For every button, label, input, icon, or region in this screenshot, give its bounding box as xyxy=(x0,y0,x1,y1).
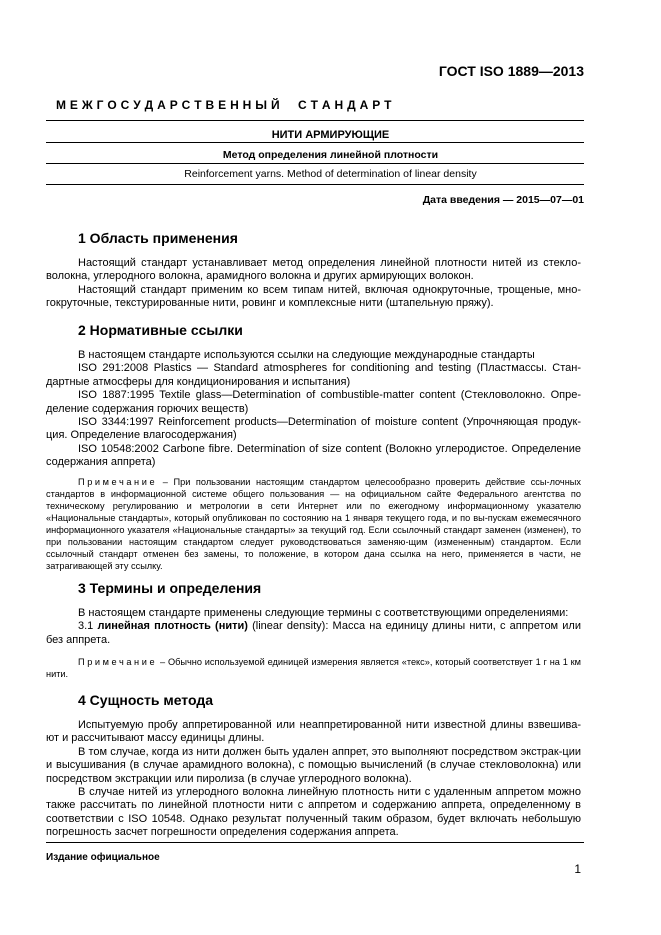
document-title: НИТИ АРМИРУЮЩИЕ xyxy=(271,129,390,141)
document-subtitle: Метод определения линейной плотности xyxy=(222,149,439,161)
page-number: 1 xyxy=(574,862,581,876)
introduction-date: Дата введения — 2015—07—01 xyxy=(422,194,584,206)
edition-label: Издание официальное xyxy=(46,852,160,863)
section-1-heading: 1 Область применения xyxy=(78,230,238,246)
reference-item: ISO 291:2008 Plastics — Standard atmospheres for conditioning and testing (Пластмассы. Стан-дартные атмосферы для кондиционирования и испытания) xyxy=(46,362,581,388)
title-divider xyxy=(46,142,584,143)
paragraph: Испытуемую пробу аппретированной или неаппретированной нити известной длины взвешива-ют и рассчитывают массу единицы длины. xyxy=(46,719,581,745)
document-english-title: Reinforcement yarns. Method of determination of linear density xyxy=(184,168,477,180)
section-2-body xyxy=(46,349,581,470)
note-label: Примечание xyxy=(78,477,158,487)
section-3-body xyxy=(46,607,581,647)
section-4-body xyxy=(46,719,581,840)
subtitle-divider xyxy=(46,163,584,164)
reference-item: ISO 1887:1995 Textile glass—Determination of combustible-matter content (Стекловолокно. Опре-деление содержания горючих веществ) xyxy=(46,389,581,415)
section-2-note xyxy=(46,476,581,572)
term-text: (linear density): Масса на единицу длины нити, с аппретом или без аппрета. xyxy=(46,620,581,646)
section-2-heading: 2 Нормативные ссылки xyxy=(78,322,243,338)
note-text: – Обычно используемой единицей измерения является «текс», который соответствует 1 г на 1 км нити. xyxy=(46,657,581,679)
paragraph: В настоящем стандарте используются ссылки на следующие международные стандарты xyxy=(78,349,535,361)
section-3-note xyxy=(46,656,581,680)
section-1-body xyxy=(46,257,581,311)
paragraph: В настоящем стандарте применены следующие термины с соответствующими определениями: xyxy=(78,607,569,619)
paragraph: Настоящий стандарт применим ко всем типам нитей, включая однокруточные, трощеные, мно-гокруточные, текстурированные нити, ровинг и комплексные нити (штапельную пряжу). xyxy=(46,283,581,310)
note-text: – При пользовании настоящим стандартом целесообразно проверить действие ссы-лочных стандартов в информационной системе общего пользования — на официальном сайте Федерального агентства по техническому регулированию и метрологии в сети Интернет или по ежегодному информационному указателю «Национальные стандарты», который опубликован по состоянию на 1 января текущего года, и по вы-пускам ежемесячного информационного указателя «Национальные стандарты» за текущий год. Если ссылочный стандарт заменен (изменен), то при пользовании настоящим стандартом следует руководствоваться заменяю-щим (измененным) стандартом. Если ссылочный стандарт отменен без замены, то положение, в котором дана ссылка на него, применяется в части, не затрагивающей эту ссылку. xyxy=(46,477,581,571)
section-3-heading: 3 Термины и определения xyxy=(78,580,262,596)
paragraph: В том случае, когда из нити должен быть удален аппрет, это выполняют посредством экстрак-ции и высушивания (в случае арамидного волокна), с помощью вычислений (в случае стекловолокна) или посредством экстракции или пиролиза (в случае углеродного волокна). xyxy=(46,745,581,785)
reference-item: ISO 10548:2002 Carbone fibre. Determination of size content (Волокно углеродистое. Определение содержания аппрета) xyxy=(46,442,581,469)
english-title-divider xyxy=(46,184,584,185)
paragraph: Настоящий стандарт устанавливает метод определения линейной плотности нитей из стекло-волокна, углеродного волокна, арамидного волокна и других армирующих волокон. xyxy=(46,257,581,283)
header-divider xyxy=(46,120,584,121)
section-4-heading: 4 Сущность метода xyxy=(78,692,214,708)
term-number: 3.1 xyxy=(78,620,98,633)
paragraph: В случае нитей из углеродного волокна линейную плотность нити с удаленным аппретом можно также рассчитать по линейной плотности нити с аппретом и содержанию аппрета, определенному в соответствии с ISO 10548. Однако результат полученный таким образом, будет включать небольшую погрешность засчет погрешности определения содержания аппрета. xyxy=(46,786,581,839)
standard-type-label: М Е Ж Г О С У Д А Р С Т В Е Н Н Ы Й С Т А Н Д А Р Т xyxy=(56,98,392,112)
note-label: Примечание xyxy=(78,657,158,667)
footer-divider xyxy=(46,842,584,843)
reference-item: ISO 3344:1997 Reinforcement products—Determination of moisture content (Упрочняющая продук-ция. Определение влагосодержания) xyxy=(46,416,581,442)
term-name: линейная плотность (нити) xyxy=(97,620,248,633)
document-number: ГОСТ ISO 1889—2013 xyxy=(438,63,584,79)
term-definition xyxy=(46,620,581,647)
